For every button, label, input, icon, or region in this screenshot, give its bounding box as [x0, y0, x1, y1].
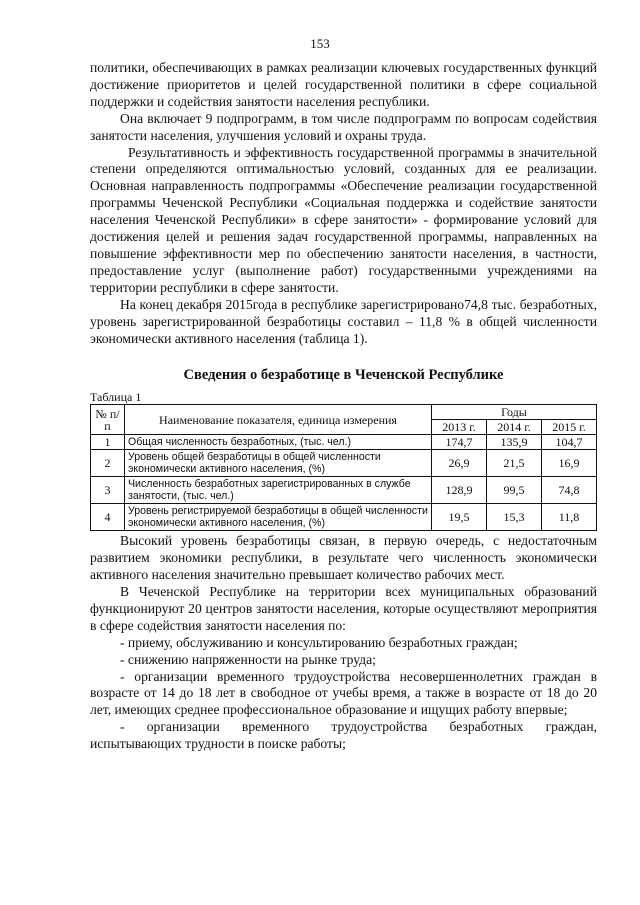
value-cell: 16,9 [542, 450, 597, 477]
value-cell: 19,5 [432, 504, 487, 531]
year-header: 2014 г. [487, 420, 542, 435]
value-cell: 104,7 [542, 435, 597, 450]
measures-list [90, 635, 597, 753]
list-item: - приему, обслуживанию и консультированию безработных граждан; [120, 634, 518, 650]
value-cell: 74,8 [542, 477, 597, 504]
list-item: - организации временного трудоустройства безработных граждан, испытывающих трудности в поиске работы; [90, 719, 597, 752]
table-row [91, 504, 597, 531]
paragraph: В Чеченской Республике на территории всех муниципальных образований функционируют 20 центров занятости населения, которые осуществляют мероприятия в сфере содействия занятости населения по: [90, 584, 597, 633]
row-number: 1 [91, 435, 125, 450]
document-body [90, 60, 597, 753]
list-item: - организации временного трудоустройства несовершеннолетних граждан в возрасте от 14 до 18 лет в свободное от учебы время, а также в возрасте от 18 до 20 лет, имеющих среднее профессиональное образование и ищущих работу впервые; [90, 668, 597, 718]
table-caption: Таблица 1 [90, 390, 142, 405]
list-item: - снижению напряженности на рынке труда; [120, 651, 376, 667]
table-row [91, 435, 597, 450]
unemployment-table [90, 404, 597, 531]
row-number: 4 [91, 504, 125, 531]
value-cell: 11,8 [542, 504, 597, 531]
year-header: 2013 г. [432, 420, 487, 435]
paragraph: Высокий уровень безработицы связан, в первую очередь, с недостаточным развитием экономики республики, в результате чего численность экономически активного населения значительно превышает количество рабочих мест. [90, 533, 597, 583]
paragraph: На конец декабря 2015года в республике зарегистрировано74,8 тыс. безработных, уровень зарегистрированной безработицы составил – 11,8 % в общей численности экономически активного населения (таблица 1). [90, 296, 597, 346]
indicator-name: Уровень общей безработицы в общей численности экономически активного населения, (%) [125, 450, 432, 477]
table-row [91, 477, 597, 504]
column-header-num: № п/п [91, 405, 125, 435]
table-row [91, 450, 597, 477]
value-cell: 15,3 [487, 504, 542, 531]
row-number: 2 [91, 450, 125, 477]
column-header-years: Годы [432, 405, 597, 420]
year-header: 2015 г. [542, 420, 597, 435]
value-cell: 26,9 [432, 450, 487, 477]
value-cell: 99,5 [487, 477, 542, 504]
table-heading: Сведения о безработице в Чеченской Республике [183, 367, 504, 384]
paragraph: политики, обеспечивающих в рамках реализации ключевых государственных функций достижение приоритетов и целей государственной политики в сфере социальной поддержки и содействия занятости населения республики. [90, 60, 597, 109]
value-cell: 135,9 [487, 435, 542, 450]
indicator-name: Общая численность безработных, (тыс. чел.) [125, 435, 432, 450]
page-number: 153 [310, 36, 330, 51]
value-cell: 128,9 [432, 477, 487, 504]
row-number: 3 [91, 477, 125, 504]
indicator-name: Численность безработных зарегистрированных в службе занятости, (тыс. чел.) [125, 477, 432, 504]
value-cell: 21,5 [487, 450, 542, 477]
indicator-name: Уровень регистрируемой безработицы в общей численности экономически активного населения, (%) [125, 504, 432, 531]
table-header-row [91, 405, 597, 420]
paragraph: Она включает 9 подпрограмм, в том числе подпрограмм по вопросам содействия занятости населения, улучшения условий и охраны труда. [90, 110, 597, 143]
paragraph: Результативность и эффективность государственной программы в значительной степени определяются оптимальностью условий, созданных для ее реализации. Основная направленность подпрограммы «Обеспечение реализации государственной программы Чеченской Республики «Социальная поддержка и содействие занятости населения Чеченской Республики» в сфере занятости» - формирование условий для достижения целей и решения задач государственной программы, направленных на повышение эффективности мер по обеспечению занятости населения, в частности, предоставление услуг (выполнение работ) государственными учреждениями на территории республики в сфере занятости. [90, 144, 597, 295]
column-header-name: Наименование показателя, единица измерения [125, 405, 432, 435]
value-cell: 174,7 [432, 435, 487, 450]
